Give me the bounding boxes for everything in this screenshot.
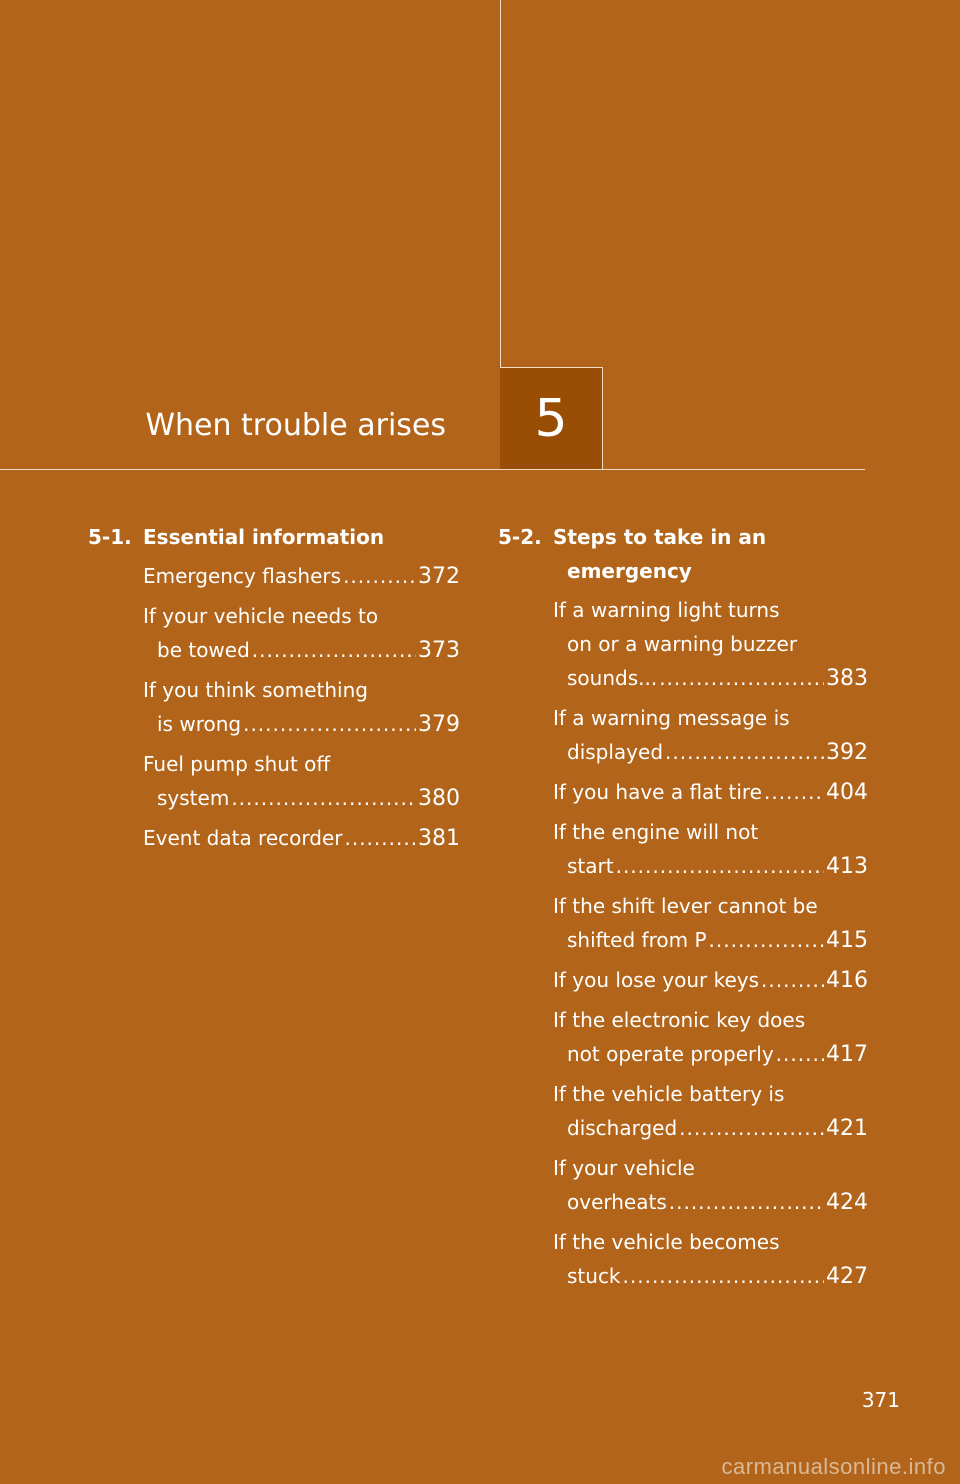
toc-entry[interactable] (553, 889, 868, 958)
toc-page-number: 416 (826, 968, 868, 993)
toc-page-number: 373 (418, 638, 460, 663)
toc-entry-text: Emergency flashers (143, 564, 342, 588)
dot-leader (764, 775, 824, 809)
toc-entry-text: not operate properly (567, 1042, 774, 1066)
toc-entry[interactable] (553, 815, 868, 884)
chapter-number: 5 (534, 388, 568, 449)
chapter-title: When trouble arises (145, 408, 446, 443)
section-title-line: Essential information (143, 525, 385, 549)
chapter-number-tab (500, 367, 603, 469)
toc-entry-text: If your vehicle needs to (143, 604, 379, 628)
toc-entry[interactable] (553, 1003, 868, 1072)
horizontal-rule (0, 469, 865, 470)
section-title-line: Steps to take in an (553, 525, 767, 549)
dot-leader (659, 661, 824, 695)
toc-entry-text: overheats (567, 1190, 667, 1214)
toc-entry-text: on or a warning buzzer (567, 632, 798, 656)
toc-entry[interactable] (553, 963, 868, 998)
toc-entry[interactable] (553, 1151, 868, 1220)
toc-entry[interactable] (143, 821, 460, 856)
toc-entry-text: Event data recorder (143, 826, 343, 850)
toc-entry-list (553, 593, 868, 1294)
dot-leader (665, 735, 824, 769)
toc-entry[interactable] (553, 1225, 868, 1294)
toc-entry-text: is wrong (157, 712, 242, 736)
toc-entry[interactable] (143, 673, 460, 742)
toc-entry[interactable] (553, 593, 868, 696)
toc-entry-text: be towed (157, 638, 250, 662)
dot-leader (679, 1111, 824, 1145)
dot-leader (709, 923, 824, 957)
page-number: 371 (861, 1388, 900, 1412)
toc-entry-text: shifted from P (567, 928, 707, 952)
section-number: 5-2. (498, 525, 542, 549)
watermark: carmanualsonline.info (721, 1454, 946, 1479)
dot-leader (623, 1259, 824, 1293)
toc-entry-text: discharged (567, 1116, 678, 1140)
toc-page-number: 421 (826, 1116, 868, 1141)
section-number: 5-1. (88, 525, 132, 549)
toc-page-number: 424 (826, 1190, 868, 1215)
section-title (553, 520, 868, 588)
toc-entry[interactable] (553, 775, 868, 810)
toc-page-number: 427 (826, 1264, 868, 1289)
toc-entry-text: If the shift lever cannot be (553, 894, 818, 918)
dot-leader (243, 707, 416, 741)
toc-page-number: 380 (418, 786, 460, 811)
section-heading (498, 520, 868, 588)
toc-page-number: 417 (826, 1042, 868, 1067)
toc-entry-text: system (157, 786, 230, 810)
dot-leader (344, 821, 416, 855)
toc-entry[interactable] (553, 701, 868, 770)
toc-entry-text: If you have a flat tire (553, 780, 762, 804)
toc-entry-text: If the vehicle becomes (553, 1230, 780, 1254)
section-5-2 (498, 520, 868, 1294)
toc-entry-list (143, 559, 460, 856)
toc-entry-text: If a warning light turns (553, 598, 780, 622)
toc-entry-text: start (567, 854, 614, 878)
section-5-1 (88, 520, 460, 856)
dot-leader (669, 1185, 824, 1219)
dot-leader (252, 633, 416, 667)
toc-page-number: 383 (826, 666, 868, 691)
toc-entry[interactable] (143, 599, 460, 668)
toc-entry-text: If the vehicle battery is (553, 1082, 785, 1106)
toc-entry-text: Fuel pump shut off (143, 752, 331, 776)
toc-entry-text: If you lose your keys (553, 968, 760, 992)
toc-entry-text: If a warning message is (553, 706, 790, 730)
toc-entry-text: If your vehicle (553, 1156, 695, 1180)
dot-leader (761, 963, 824, 997)
dot-leader (343, 559, 416, 593)
toc-entry-text: If the electronic key does (553, 1008, 806, 1032)
dot-leader (231, 781, 416, 815)
toc-page-number: 415 (826, 928, 868, 953)
toc-page-number: 404 (826, 780, 868, 805)
toc-entry[interactable] (143, 559, 460, 594)
dot-leader (776, 1037, 824, 1071)
toc-page-number: 381 (418, 826, 460, 851)
dot-leader (616, 849, 824, 883)
section-title-line: emergency (567, 559, 692, 583)
toc-entry[interactable] (143, 747, 460, 816)
toc-page-number: 372 (418, 564, 460, 589)
toc-page-number: 413 (826, 854, 868, 879)
section-title (143, 520, 460, 554)
toc-page-number: 379 (418, 712, 460, 737)
toc-entry[interactable] (553, 1077, 868, 1146)
toc-entry-text: displayed (567, 740, 664, 764)
toc-entry-text: If the engine will not (553, 820, 759, 844)
section-heading (88, 520, 460, 554)
toc-entry-text: sounds... (567, 666, 658, 690)
toc-entry-text: If you think something (143, 678, 368, 702)
toc-entry-text: stuck (567, 1264, 621, 1288)
toc-page-number: 392 (826, 740, 868, 765)
